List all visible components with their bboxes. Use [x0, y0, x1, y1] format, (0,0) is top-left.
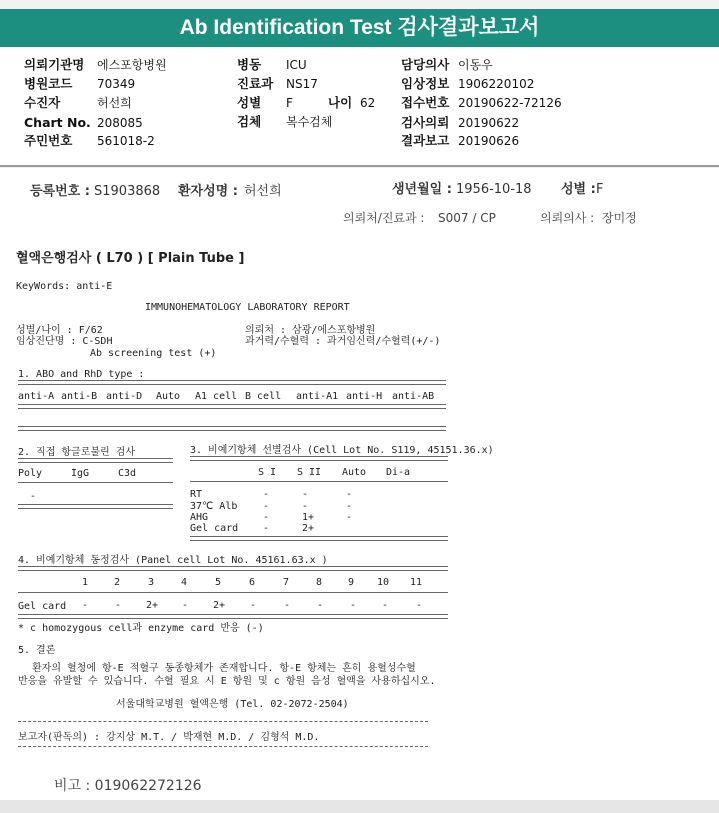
info-label: Chart No. — [24, 115, 91, 130]
page-title: Ab Identification Test 검사결과보고서 — [179, 16, 540, 39]
s1-col: anti-A — [18, 391, 55, 402]
info-label: 임상정보 — [401, 76, 450, 91]
report-body — [0, 168, 719, 800]
s3-row-name: RT — [190, 489, 203, 500]
dept-label: 의뢰처/진료과 : — [343, 211, 425, 225]
doctor-label: 의뢰의사 : — [540, 211, 595, 225]
info-label: 성별 — [237, 95, 262, 110]
divider — [18, 504, 173, 509]
divider — [18, 746, 428, 747]
divider — [18, 721, 428, 722]
lab-contact: 서울대학교병원 혈액은행 (Tel. 02-2072-2504) — [116, 699, 349, 710]
info-value: 208085 — [97, 116, 143, 130]
s3-col: S II — [297, 467, 322, 478]
remark-line: 비고 : 019062272126 — [54, 778, 202, 794]
s4-col: 1 — [82, 577, 89, 588]
sex-value: F — [596, 182, 604, 197]
s4-col: 2 — [114, 577, 121, 588]
info-value: 70349 — [97, 77, 136, 91]
s4-cell: - — [250, 600, 257, 611]
s4-cell: - — [182, 600, 189, 611]
info-label: 의뢰기관명 — [24, 57, 85, 72]
s4-cell: - — [382, 600, 389, 611]
divider — [18, 614, 448, 619]
s3-cell: - — [263, 512, 270, 523]
info-value: ICU — [286, 58, 307, 72]
s2-col-igg: IgG — [71, 468, 90, 479]
s3-cell: - — [302, 489, 309, 500]
note-line: * c homozygous cell과 enzyme card 반응 (-) — [18, 623, 264, 634]
s4-cell: - — [317, 600, 324, 611]
section-3-title: 3. 비예기항체 선별검사 (Cell Lot No. S119, 45151.36.x) — [190, 445, 494, 456]
info-value: 1906220102 — [458, 77, 535, 91]
s3-cell: 1+ — [302, 512, 315, 523]
divider — [18, 426, 446, 431]
info-label: 접수번호 — [401, 95, 450, 110]
info-label: 병원코드 — [24, 76, 73, 91]
info-label: 나이 — [328, 95, 353, 110]
info-label: 담당의사 — [401, 57, 450, 72]
s3-cell: - — [263, 501, 270, 512]
conclusion-line-1: 환자의 혈청에 항-E 적혈구 동종항체가 존재합니다. 항-E 항체는 흔히 용혈성수혈 — [32, 663, 416, 674]
info-label: 주민번호 — [24, 133, 73, 148]
s2-value: - — [30, 491, 37, 502]
s3-col: Di-a — [386, 467, 411, 478]
s3-cell: - — [302, 501, 309, 512]
divider — [18, 380, 446, 385]
s1-col: Auto — [156, 391, 181, 402]
divider — [18, 404, 446, 409]
s3-row-name: AHG — [190, 512, 209, 523]
info-label: 검체 — [237, 114, 262, 129]
conclusion-line-2: 반응을 유발할 수 있습니다. 수혈 필요 시 E 항원 및 c 항원 음성 혈액을 사용하십시오. — [18, 676, 436, 687]
info-value: 에스포항병원 — [97, 58, 167, 72]
s1-col: anti-H — [346, 391, 383, 402]
reg-value: S1903868 — [94, 184, 161, 199]
history-line: 과거력/수혈력 : 과거임신력/수혈력(+/-) — [245, 336, 441, 347]
s3-col: S I — [258, 467, 277, 478]
keywords: KeyWords: anti-E — [16, 281, 113, 292]
s3-cell: 2+ — [302, 523, 315, 534]
dob-label: 생년월일 : — [392, 182, 452, 197]
s2-col-c3d: C3d — [118, 468, 137, 479]
s3-cell: - — [263, 523, 270, 534]
s1-col: anti-D — [106, 391, 143, 402]
divider — [18, 592, 448, 593]
section-1-title: 1. ABO and RhD type : — [18, 369, 145, 380]
clinical-diagnosis: 임상진단명 : C-SDH — [16, 336, 113, 347]
s4-col: 9 — [348, 577, 355, 588]
divider — [190, 456, 448, 461]
info-value: 복수검체 — [286, 115, 333, 129]
test-title: 혈액은행검사 ( L70 ) [ Plain Tube ] — [16, 251, 245, 266]
info-value: NS17 — [286, 77, 318, 91]
s4-col: 7 — [283, 577, 290, 588]
s1-col: B cell — [245, 391, 282, 402]
footer-strip — [0, 800, 719, 813]
section-4-title: 4. 비예기항체 동정검사 (Panel cell Lot No. 45161.63.x ) — [18, 555, 328, 566]
info-label: 검사의뢰 — [401, 115, 450, 130]
s3-cell: - — [263, 489, 270, 500]
s4-cell: - — [416, 600, 423, 611]
info-value: 허선희 — [97, 96, 132, 110]
s3-cell: - — [346, 489, 353, 500]
info-label: 결과보고 — [401, 133, 450, 148]
s4-col: 5 — [215, 577, 222, 588]
s1-col: A1 cell — [195, 391, 238, 402]
s4-cell: - — [115, 600, 122, 611]
report-header — [0, 9, 719, 47]
s4-cell: - — [284, 600, 291, 611]
lab-report-title: IMMUNOHEMATOLOGY LABORATORY REPORT — [145, 302, 350, 313]
patient-label: 환자성명 : — [178, 184, 238, 199]
s3-col: Auto — [342, 467, 367, 478]
info-value: 이동우 — [458, 58, 493, 72]
info-value: F — [286, 96, 293, 110]
sex-age-line: 성별/나이 : F/62 — [16, 325, 103, 336]
s4-row-name: Gel card — [18, 601, 67, 612]
reg-label: 등록번호 : — [30, 184, 90, 199]
info-value: 62 — [360, 96, 376, 110]
s4-cell: - — [350, 600, 357, 611]
s4-col: 10 — [377, 577, 390, 588]
divider — [18, 566, 448, 571]
dept-value: S007 / CP — [438, 211, 496, 225]
sex-label: 성별 : — [561, 182, 596, 197]
s3-cell: - — [346, 512, 353, 523]
dob-value: 1956-10-18 — [456, 182, 532, 197]
s3-row-name: 37℃ Alb — [190, 501, 238, 512]
s4-cell: 2+ — [146, 600, 159, 611]
patient-value: 허선희 — [244, 184, 282, 199]
ab-screening: Ab screening test (+) — [90, 348, 217, 359]
divider — [18, 458, 173, 463]
section-2-title: 2. 직접 항글로불린 검사 — [18, 447, 136, 458]
divider — [18, 482, 173, 483]
info-label: 진료과 — [237, 76, 274, 91]
info-value: 20190622 — [458, 116, 520, 130]
divider — [190, 481, 448, 482]
info-value: 20190626 — [458, 134, 520, 148]
s1-col: anti-A1 — [296, 391, 339, 402]
info-label: 병동 — [237, 57, 262, 72]
divider — [190, 536, 448, 541]
s4-col: 6 — [249, 577, 256, 588]
s4-col: 11 — [410, 577, 423, 588]
s4-cell: - — [82, 600, 89, 611]
s2-col-poly: Poly — [18, 468, 43, 479]
doctor-value: 장미정 — [602, 211, 637, 225]
reporter-line: 보고자(판독의) : 강지상 M.T. / 박재현 M.D. / 김형석 M.D. — [18, 732, 320, 743]
s3-cell: - — [346, 501, 353, 512]
info-value: 561018-2 — [97, 134, 155, 148]
info-value: 20190622-72126 — [458, 96, 562, 110]
s1-col: anti-B — [61, 391, 98, 402]
requester-line: 의뢰처 : 삼광/에스포항병원 — [245, 325, 376, 336]
s3-row-name: Gel card — [190, 523, 239, 534]
section-5-title: 5. 결론 — [18, 645, 56, 656]
s1-col: anti-AB — [392, 391, 435, 402]
s4-cell: 2+ — [213, 600, 226, 611]
s4-col: 4 — [181, 577, 188, 588]
patient-info-panel — [0, 48, 719, 167]
s4-col: 8 — [316, 577, 323, 588]
info-label: 수진자 — [24, 95, 61, 110]
s4-col: 3 — [148, 577, 155, 588]
